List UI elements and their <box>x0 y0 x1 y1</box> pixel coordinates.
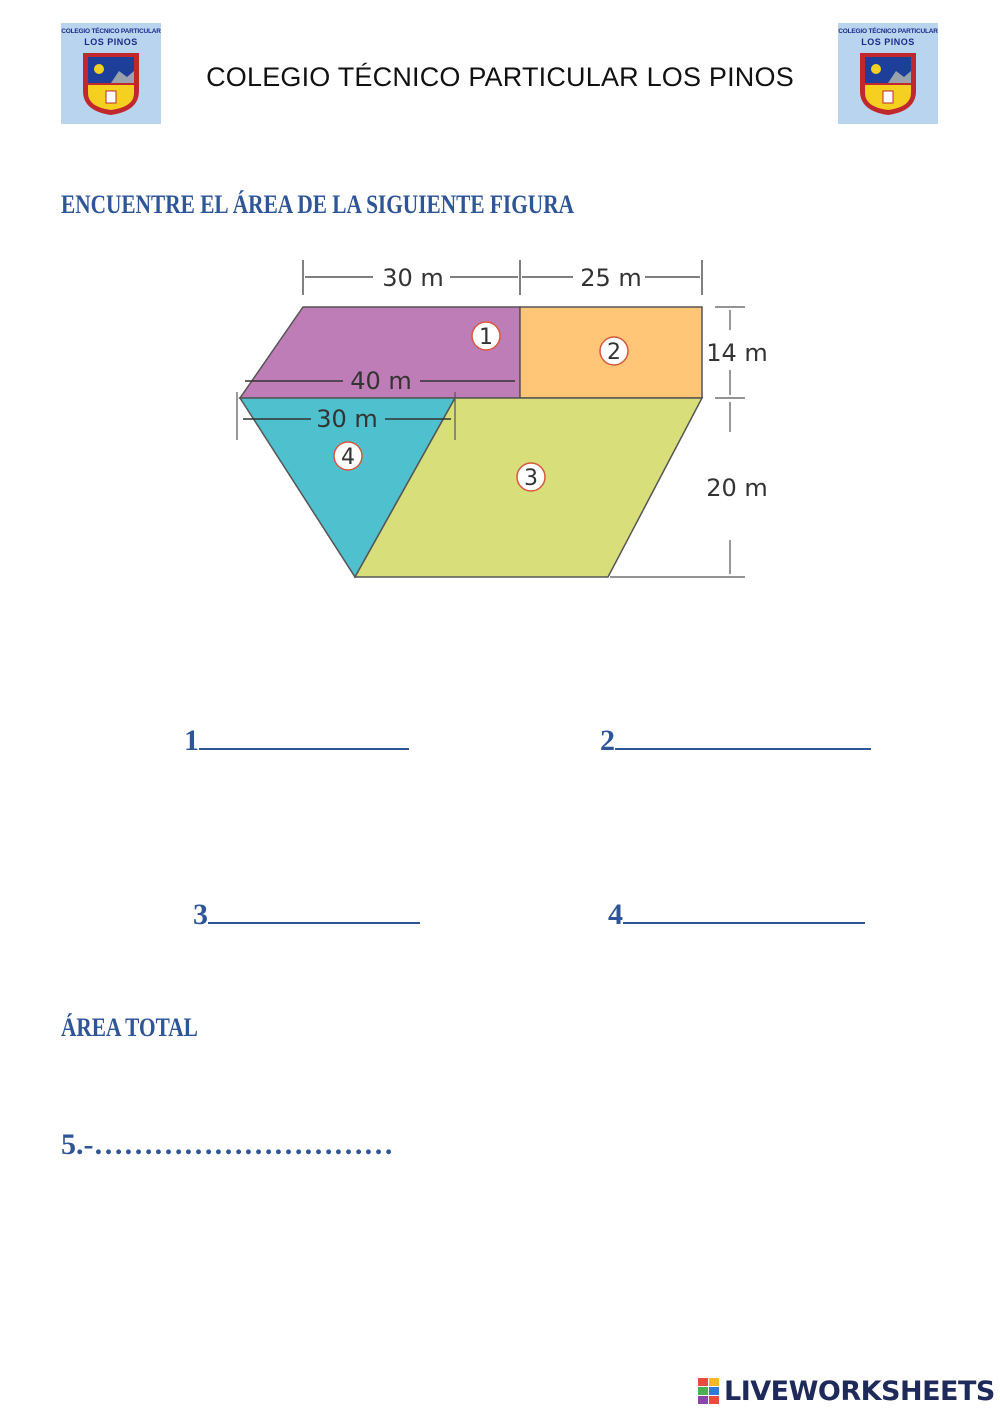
dim-40-label: 40 m <box>350 367 412 395</box>
answer-4 <box>608 896 865 932</box>
instruction-heading: ENCUENTRE EL ÁREA DE LA SIGUIENTE FIGURA <box>61 190 574 219</box>
dim-30-inner-label: 30 m <box>316 405 378 433</box>
shield-icon <box>81 51 141 117</box>
logo-caption-name: LOS PINOS <box>861 37 915 47</box>
question-5[interactable] <box>61 1128 394 1162</box>
school-logo-left <box>61 23 161 124</box>
region-1-label: 1 <box>479 325 493 350</box>
answer-1 <box>184 722 409 758</box>
dim-top-left-label: 30 m <box>382 264 444 292</box>
total-area-heading: ÁREA TOTAL <box>61 1013 198 1042</box>
answer-1-input[interactable] <box>199 722 409 750</box>
answer-2 <box>600 722 871 758</box>
dim-right-14-label: 14 m <box>706 339 768 367</box>
answer-4-input[interactable] <box>623 896 865 924</box>
region-4-label: 4 <box>341 445 355 470</box>
dim-right-20-label: 20 m <box>706 474 768 502</box>
school-logo-right <box>838 23 938 124</box>
answer-4-label: 4 <box>608 898 623 931</box>
answer-3-input[interactable] <box>208 896 420 924</box>
page-title: COLEGIO TÉCNICO PARTICULAR LOS PINOS <box>206 62 794 92</box>
answer-3-label: 3 <box>193 898 208 931</box>
answer-3 <box>193 896 420 932</box>
brand-name: LIVEWORKSHEETS <box>724 1376 995 1407</box>
answer-2-input[interactable] <box>615 722 871 750</box>
dim-top-right-label: 25 m <box>580 264 642 292</box>
answer-1-label: 1 <box>184 724 199 757</box>
logo-caption: COLEGIO TÉCNICO PARTICULAR <box>838 28 938 35</box>
region-3-label: 3 <box>524 466 538 491</box>
composite-figure <box>225 250 785 595</box>
liveworksheets-brand <box>698 1374 998 1410</box>
shield-icon <box>858 51 918 117</box>
answer-2-label: 2 <box>600 724 615 757</box>
liveworksheets-logo-icon <box>698 1378 720 1406</box>
logo-caption: COLEGIO TÉCNICO PARTICULAR <box>61 28 161 35</box>
region-2-label: 2 <box>607 340 621 365</box>
question-5-text: 5.-………………………… <box>61 1128 394 1161</box>
logo-caption-name: LOS PINOS <box>84 37 138 47</box>
